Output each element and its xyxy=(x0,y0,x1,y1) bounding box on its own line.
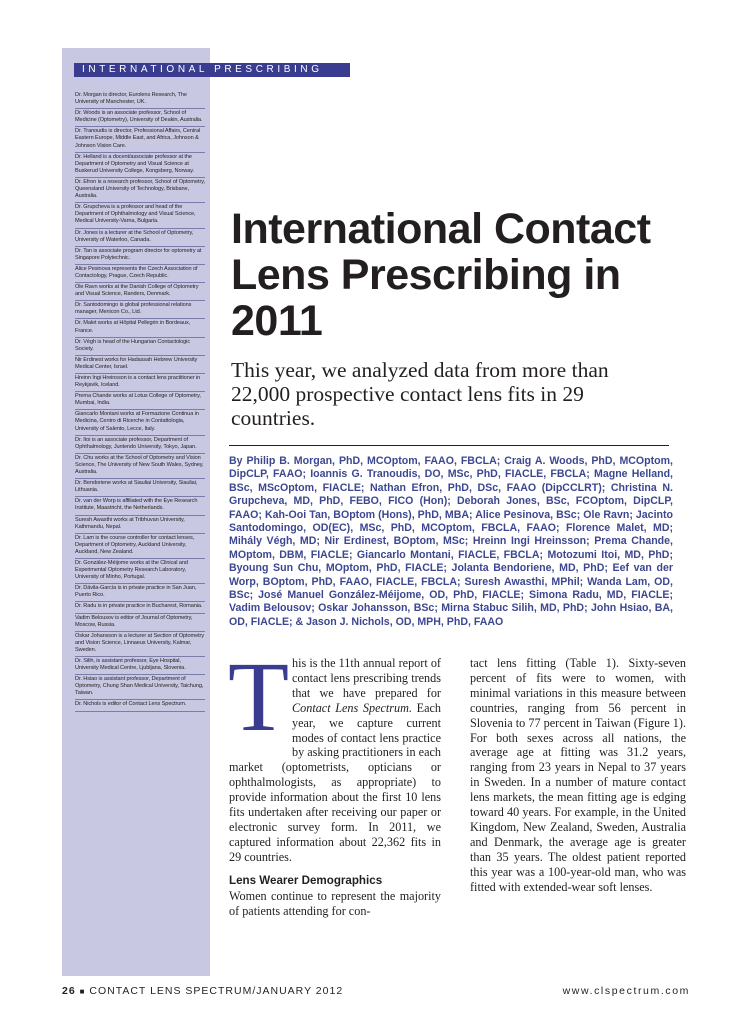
author-bio: Dr. Tranoudis is director, Professional Affairs, Central Eastern Europe, Middle East, and Africa, Johnson & Johnson Vision Care. xyxy=(75,127,205,152)
author-bio: Dr. Silih, is assistant professor, Eye Hospital, University Medical Centre, Ljubljana, Slovenia. xyxy=(75,657,205,675)
article-subtitle: This year, we analyzed data from more than 22,000 prospective contact lens fits in 29 countries. xyxy=(231,358,609,430)
author-bio: Prema Chande works at Lotus College of Optometry, Mumbai, India. xyxy=(75,392,205,410)
paragraph-demographics: Women continue to represent the majority of patients attending for con- xyxy=(229,888,441,918)
publication-footer: CONTACT LENS SPECTRUM/JANUARY 2012 xyxy=(89,985,344,997)
author-bio: Dr. Grupcheva is a professor and head of the Department of Ophthalmology and Visual Science, Medical University-Varna, Bulgaria. xyxy=(75,203,205,228)
body-column-1 xyxy=(228,641,442,918)
article-title: International Contact Lens Prescribing in 2011 xyxy=(231,205,651,345)
author-bio: Dr. Tan is associate program director for optometry at Singapore Polytechnic. xyxy=(75,247,205,265)
author-bios-list xyxy=(75,91,205,712)
author-bio: Dr. van der Worp is affiliated with the Eye Research Institute, Maastricht, the Netherlands. xyxy=(75,497,205,515)
drop-cap: T xyxy=(228,641,290,752)
author-bio: Dr. Bendoriene works at Siauliai University, Siauliai, Lithuania. xyxy=(75,479,205,497)
author-bio: Dr. Malet works at Hôpital Pellegrin in Bordeaux, France. xyxy=(75,319,205,337)
author-bio: Dr. Radu is in private practice in Bucharest, Romania. xyxy=(75,602,205,613)
author-bio: Ole Ravn works at the Danish College of Optometry and Visual Science, Randers, Denmark. xyxy=(75,283,205,301)
paragraph-intro: his is the 11th annual report of contact lens prescribing trends that we have prepared for xyxy=(292,656,441,700)
footer-bullet: ■ xyxy=(79,987,86,996)
author-bio: Dr. González-Méijome works at the Clinical and Experimental Optometry Research Laboratory, University of Minho, Portugal. xyxy=(75,559,205,584)
author-bio: Dr. Dávila-García is in private practice in San Juan, Puerto Rico. xyxy=(75,584,205,602)
author-byline: By Philip B. Morgan, PhD, MCOptom, FAAO, FBCLA; Craig A. Woods, PhD, MCOptom, DipCLP, FAAO; Ioannis G. Tranoudis, DO, MSc, PhD, FIACLE, FBCLA; Magne Helland, BSc, MScOptom, FIACLE; Nathan Efron, PhD, DSc, FAAO (DipCCLRT); Christina N. Grupcheva, MD, PhD, FEBO, FICO (Hon); Deborah Jones, BSc, FCOptom, DipCLP, FAAO; Kah-Ooi Tan, BOptom (Hons), PhD, MBA; Alice Pesinova, BSc; Ole Ravn; Jacinto Santodomingo, OD(EC), MSc, PhD, MCOptom, FBCLA, FAAO; Florence Malet, MD; Mihály Végh, MD; Nir Erdinest, BOptom, MSc; Hreinn Ingi Hreinsson; Prema Chande, MOptom, DBM, FIACLE; Giancarlo Montani, FIACLE, FBCLA; Motozumi Itoi, MD, PhD; Byoung Sun Chu, MOptom, PhD, FIACLE; Jolanta Bendoriene, MD, PhD; Eef van der Worp, BOptom, PhD, FAAO, FIACLE, FBCLA; Suresh Awasthi, MPhil; Wanda Lam, OD, BSc; José Manuel González-Méijome, OD, PhD, FIACLE; Simona Radu, MD, FIACLE; Vadim Belousov; Oskar Johansson, BSc; Mirna Stabuc Silih, MD, PhD; John Hsiao, BA, OD, FIACLE; & Jason J. Nichols, OD, MPH, PhD, FAAO xyxy=(229,455,673,628)
author-bio: Dr. Végh is head of the Hungarian Contactologic Society. xyxy=(75,338,205,356)
author-bio: Oskar Johansson is a lecturer at Section of Optometry and Vision Science, Linnaeus University, Kalmar, Sweden. xyxy=(75,632,205,657)
author-bio: Dr. Woods is an associate professor, School of Medicine (Optometry), University of Deakin, Australia. xyxy=(75,109,205,127)
page-number: 26 xyxy=(62,985,76,997)
divider xyxy=(229,445,669,446)
author-bio: Nir Erdinest works for Hadassah Hebrew University Medical Center, Israel. xyxy=(75,356,205,374)
author-bio: Dr. Hsiao is assistant professor, Department of Optometry, Chung Shan Medical University, Taichung, Taiwan. xyxy=(75,675,205,700)
author-bio: Dr. Santodomingo is global professional relations manager, Menicon Co., Ltd. xyxy=(75,301,205,319)
author-bio: Dr. Jones is a lecturer at the School of Optometry, University of Waterloo, Canada. xyxy=(75,229,205,247)
author-bio: Giancarlo Montani works at Formazione Continua in Medicina, Centro di Ricerche in Contattologia, University of Salento, Lecce, Italy. xyxy=(75,410,205,435)
author-bio: Vadim Belousov is editor of Journal of Optometry, Moscow, Russia. xyxy=(75,614,205,632)
author-bio: Dr. Itoi is an associate professor, Department of Ophthalmology, Juntendo University, Tokyo, Japan. xyxy=(75,436,205,454)
publication-name: Contact Lens Spectrum. xyxy=(292,700,412,715)
author-bio: Dr. Nichols is editor of Contact Lens Spectrum. xyxy=(75,700,205,711)
author-bio: Alice Pesinova represents the Czech Association of Contactology, Prague, Czech Republic. xyxy=(75,265,205,283)
author-bio: Dr. Chu works at the School of Optometry and Vision Science, The University of New South Wales, Sydney, Australia. xyxy=(75,454,205,479)
author-bio: Dr. Efron is a research professor, School of Optometry, Queensland University of Technology, Brisbane, Australia. xyxy=(75,178,205,203)
body-column-2: tact lens fitting (Table 1). Sixty-seven percent of fits were to women, with minimal variations in this measure between countries, ranging from 56 percent in Slovenia to 77 percent in Taiwan (Figure 1). For both sexes across all nations, the average age at fitting was 31.2 years, ranging from 23 years in Nepal to 37 years in Sweden. In a number of mature contact lens markets, the mean fitting age is edging toward 40 years. For example, in the United Kingdom, New Zealand, Sweden, Australia and Denmark, the average age is greater than 35 years. The oldest patient reported this year was a 100-year-old man, who was fitted with extended-wear soft lenses. xyxy=(470,656,686,894)
author-bio: Dr. Helland is a docent/associate professor at the Department of Optometry and Visual Science at Buskerud University College, Kongsberg, Norway. xyxy=(75,153,205,178)
paragraph-intro-continued: Each year, we capture current modes of contact lens practice by asking practitioners in each market (optometrists, opticians or ophthalmologists, as appropriate) to provide information about the first 10 lens fits undertaken after receiving our paper or electronic survey form. In 2011, we captured information about 22,362 fits in 29 countries. xyxy=(229,700,442,864)
section-subhead: Lens Wearer Demographics xyxy=(229,873,383,887)
website-url: www.clspectrum.com xyxy=(562,985,690,997)
author-bio: Dr. Morgan is director, Eurolens Research, The University of Manchester, UK. xyxy=(75,91,205,109)
page-footer-left xyxy=(62,985,343,997)
author-bio: Hreinn Ingi Hreinsson is a contact lens practitioner in Reykjavik, Iceland. xyxy=(75,374,205,392)
section-header: INTERNATIONAL PRESCRIBING xyxy=(74,63,350,77)
author-bio: Dr. Lam is the course controller for contact lenses, Department of Optometry, Auckland University, Auckland, New Zealand. xyxy=(75,534,205,559)
author-bio: Suresh Awasthi works at Tribhuvan University, Kathmandu, Nepal. xyxy=(75,516,205,534)
